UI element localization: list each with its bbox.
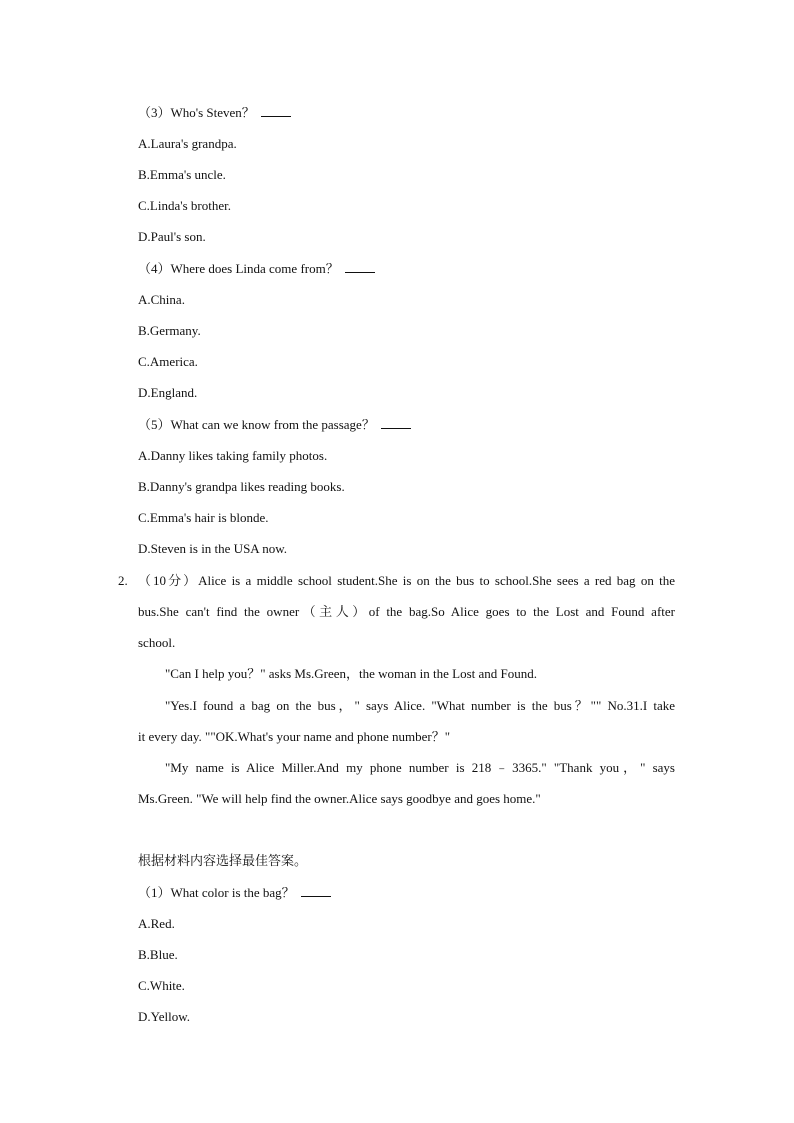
q5-option-a: A.Danny likes taking family photos.: [138, 448, 328, 463]
q4-option-b: B.Germany.: [138, 323, 201, 338]
passage-line-5: [165, 698, 675, 714]
q3-option-a: A.Laura's grandpa.: [138, 136, 237, 151]
answer-blank[interactable]: [261, 105, 291, 117]
passage-line-2: [138, 604, 675, 620]
answer-blank[interactable]: [381, 417, 411, 429]
answer-blank[interactable]: [345, 261, 375, 273]
question-3-text: （3）Who's Steven？: [138, 105, 255, 120]
q3-option-d: D.Paul's son.: [138, 229, 206, 244]
q4-option-c: C.America.: [138, 354, 198, 369]
q2-1-option-b: B.Blue.: [138, 947, 178, 962]
q2-1-stem: [138, 885, 331, 901]
instruction-text: 根据材料内容选择最佳答案。: [138, 854, 308, 869]
q3-option-b: B.Emma's uncle.: [138, 167, 226, 182]
passage-text: "My name is Alice Miller.And my phone number is 218﹣3365." "Thank you，" says: [165, 760, 675, 775]
passage-text: bus.She can't find the owner（主人）of the bag.So Alice goes to the Lost and Found after: [138, 604, 675, 619]
q3-option-c: C.Linda's brother.: [138, 198, 231, 213]
passage-line-6: it every day. ""OK.What's your name and phone number？": [138, 729, 450, 744]
q5-option-c: C.Emma's hair is blonde.: [138, 510, 269, 525]
question-4-text: （4）Where does Linda come from？: [138, 261, 339, 276]
q2-1-text: （1）What color is the bag？: [138, 885, 295, 900]
q2-1-option-c: C.White.: [138, 978, 185, 993]
q4-option-a: A.China.: [138, 292, 185, 307]
passage-line-3: school.: [138, 635, 176, 650]
answer-blank[interactable]: [301, 885, 331, 897]
passage-line-4: "Can I help you？" asks Ms.Green，the woman in the Lost and Found.: [165, 666, 538, 681]
q2-1-option-d: D.Yellow.: [138, 1009, 191, 1024]
q4-option-d: D.England.: [138, 385, 198, 400]
question-4-stem: [138, 261, 375, 277]
passage-text: （10分）Alice is a middle school student.She is on the bus to school.She sees a red bag on the: [138, 573, 675, 588]
passage-line-8: Ms.Green. "We will help find the owner.Alice says goodbye and goes home.": [138, 791, 541, 806]
q5-option-b: B.Danny's grandpa likes reading books.: [138, 479, 345, 494]
question-5-text: （5）What can we know from the passage？: [138, 417, 375, 432]
passage-text: "Yes.I found a bag on the bus，" says Alice. "What number is the bus？"" No.31.I take: [165, 698, 675, 713]
q5-option-d: D.Steven is in the USA now.: [138, 541, 288, 556]
passage-line-7: [165, 760, 675, 776]
question-5-stem: [138, 417, 411, 433]
question-3-stem: [138, 105, 291, 121]
question-2-number: 2.: [118, 573, 128, 588]
passage-line-1: [138, 573, 675, 589]
q2-1-option-a: A.Red.: [138, 916, 175, 931]
